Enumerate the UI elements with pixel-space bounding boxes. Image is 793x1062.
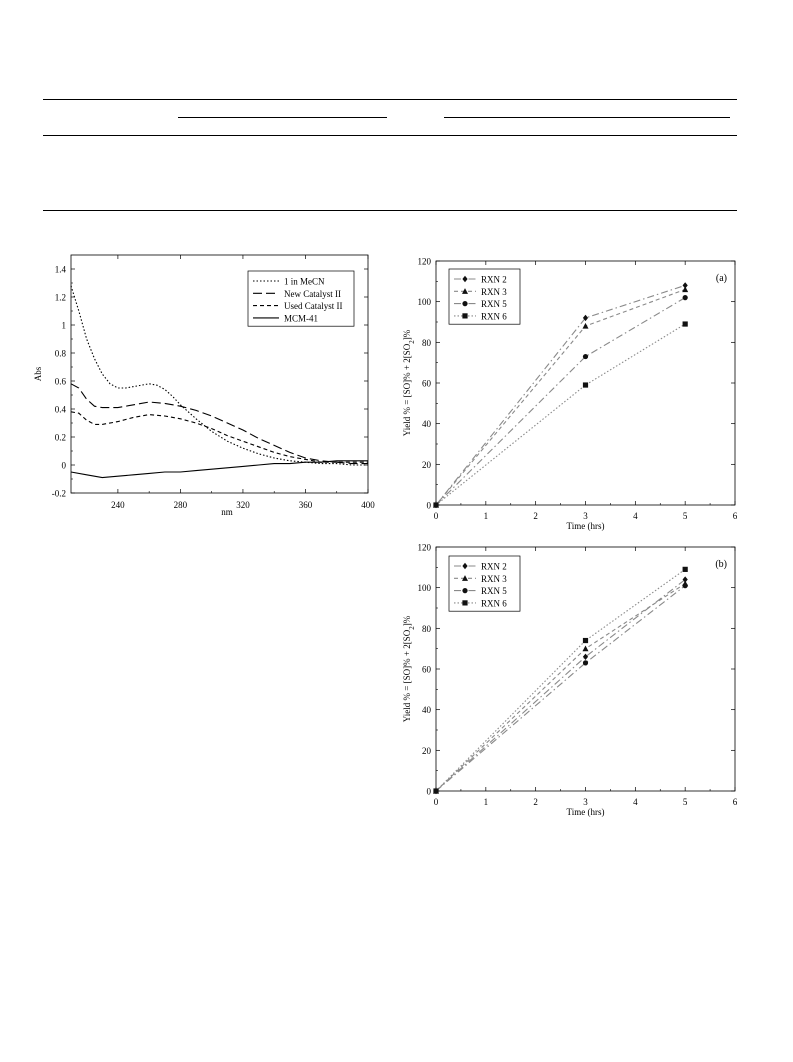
x-tick-label: 1 (483, 511, 489, 521)
x-tick-label: 0 (433, 797, 439, 807)
x-tick-label: 0 (433, 511, 439, 521)
y-tick-label: 0 (61, 460, 66, 471)
data-point (433, 788, 438, 793)
legend-marker (462, 588, 467, 593)
x-tick-label: 320 (236, 500, 250, 510)
y-axis-label: Yield % = $[SO]\% + 2[SO_2]\%$ (402, 615, 416, 723)
data-point (583, 638, 588, 643)
legend-label: RXN 3 (481, 286, 507, 297)
series-line (436, 586, 685, 791)
x-tick-label: 5 (682, 797, 688, 807)
x-tick-label: 2 (533, 511, 538, 521)
x-tick-label: 4 (633, 511, 638, 521)
legend-marker (462, 600, 467, 605)
y-tick-label: 20 (422, 459, 431, 470)
y-axis-label-subscript: 2 (408, 340, 416, 344)
y-tick-label: 0 (426, 500, 431, 511)
x-tick-label: 1 (483, 797, 489, 807)
x-tick-label: 6 (732, 511, 738, 521)
legend-label: RXN 6 (481, 598, 507, 609)
y-tick-label: -0.2 (51, 488, 66, 499)
x-tick-label: 6 (732, 797, 738, 807)
y-axis-label-subscript: 2 (408, 626, 416, 630)
y-tick-label: 0.2 (54, 432, 66, 443)
y-tick-label: 1.2 (54, 292, 66, 303)
y-tick-label: 60 (422, 378, 431, 389)
data-point (683, 583, 688, 588)
y-tick-label: 0.6 (54, 376, 66, 387)
x-tick-label: 3 (583, 511, 588, 521)
data-point (583, 660, 588, 665)
x-tick-label: 2 (533, 797, 538, 807)
x-axis-label: nm (221, 507, 233, 517)
y-tick-label: 120 (417, 256, 431, 267)
legend-label: RXN 5 (481, 586, 507, 597)
y-tick-label: 40 (422, 705, 431, 716)
legend-label: RXN 2 (481, 561, 507, 572)
y-tick-label: 0.8 (54, 348, 66, 359)
x-axis-label: Time (hrs) (566, 521, 605, 531)
data-point (683, 567, 688, 572)
y-axis-label-end: ]% (402, 615, 412, 627)
y-axis-label: Abs (33, 366, 43, 382)
data-point (583, 645, 589, 651)
legend-label: RXN 3 (481, 573, 507, 584)
panel-label: (b) (715, 559, 727, 570)
y-tick-label: 0.4 (54, 404, 66, 415)
y-tick-label: 100 (417, 583, 431, 594)
x-tick-label: 360 (298, 500, 313, 510)
legend-label: New Catalyst II (284, 288, 341, 299)
y-tick-label: 100 (417, 297, 431, 308)
y-axis-label-end: ]% (402, 329, 412, 341)
x-axis-label: Time (hrs) (566, 807, 605, 817)
y-tick-label: 0 (426, 786, 431, 797)
legend-label: 1 in MeCN (284, 276, 325, 287)
y-tick-label: 80 (422, 623, 431, 634)
x-tick-label: 400 (361, 500, 375, 510)
x-tick-label: 4 (633, 797, 638, 807)
x-tick-label: 280 (173, 500, 188, 510)
y-tick-label: 80 (422, 337, 431, 348)
x-tick-label: 5 (682, 511, 688, 521)
series-3 (433, 583, 687, 794)
y-tick-label: 1.4 (54, 264, 66, 275)
legend-label: RXN 2 (481, 274, 507, 285)
legend-label: RXN 5 (481, 299, 507, 310)
y-tick-label: 1 (61, 320, 66, 331)
y-tick-label: 120 (417, 542, 431, 553)
legend-label: RXN 6 (481, 311, 507, 322)
data-point (583, 654, 588, 660)
panel-label: (a) (715, 273, 727, 284)
y-tick-label: 60 (422, 664, 431, 675)
y-tick-label: 40 (422, 419, 431, 430)
x-tick-label: 3 (583, 797, 588, 807)
y-tick-label: 20 (422, 745, 431, 756)
x-tick-label: 240 (111, 500, 125, 510)
y-axis-label: Yield % = $[SO]\% + 2[SO_2]\%$ (402, 329, 416, 437)
legend (449, 556, 520, 611)
legend-label: Used Catalyst II (284, 301, 343, 312)
legend-label: MCM-41 (284, 313, 319, 324)
